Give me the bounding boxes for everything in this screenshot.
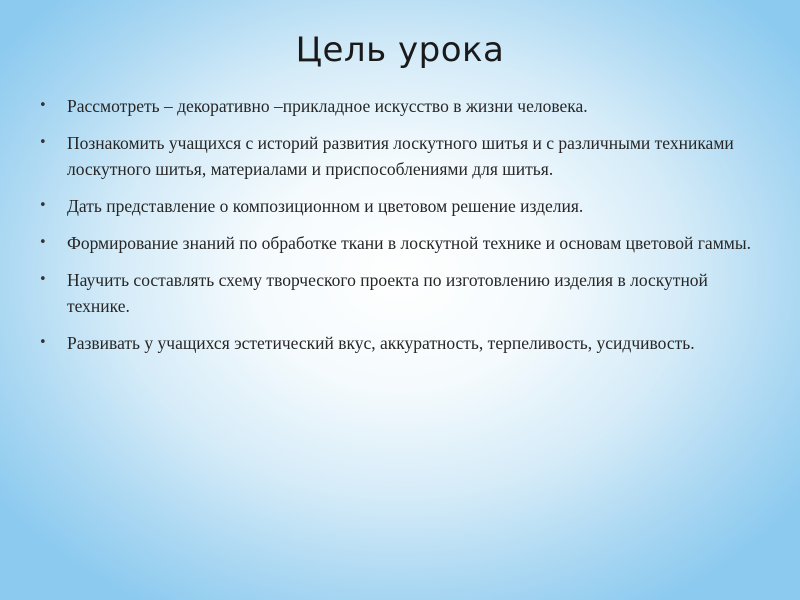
list-item-text: Познакомить учащихся с историй развития лоскутного шитья и с различными техниками лоскутного шитья, материалами и приспособлениями для шитья.	[67, 133, 734, 179]
slide-title: Цель урока	[295, 30, 505, 70]
bullet-icon: •	[39, 272, 47, 287]
list-item-text: Развивать у учащихся эстетический вкус, аккуратность, терпеливость, усидчивость.	[67, 333, 695, 353]
list-item-text: Дать представление о композиционном и цветовом решение изделия.	[67, 196, 584, 216]
bullet-list	[38, 93, 754, 367]
list-item	[38, 193, 754, 219]
bullet-icon: •	[39, 335, 47, 350]
list-item	[38, 267, 754, 319]
list-item	[38, 230, 754, 256]
bullet-icon: •	[39, 235, 47, 250]
list-item	[38, 130, 754, 182]
bullet-icon: •	[39, 98, 47, 113]
list-item	[38, 330, 754, 356]
list-item-text: Научить составлять схему творческого проекта по изготовлению изделия в лоскутной технике.	[67, 270, 708, 316]
list-item-text: Рассмотреть – декоративно –прикладное искусство в жизни человека.	[67, 96, 588, 116]
bullet-icon: •	[39, 198, 47, 213]
bullet-icon: •	[39, 135, 47, 150]
list-item-text: Формирование знаний по обработке ткани в лоскутной технике и основам цветовой гаммы.	[67, 233, 751, 253]
list-item	[38, 93, 754, 119]
